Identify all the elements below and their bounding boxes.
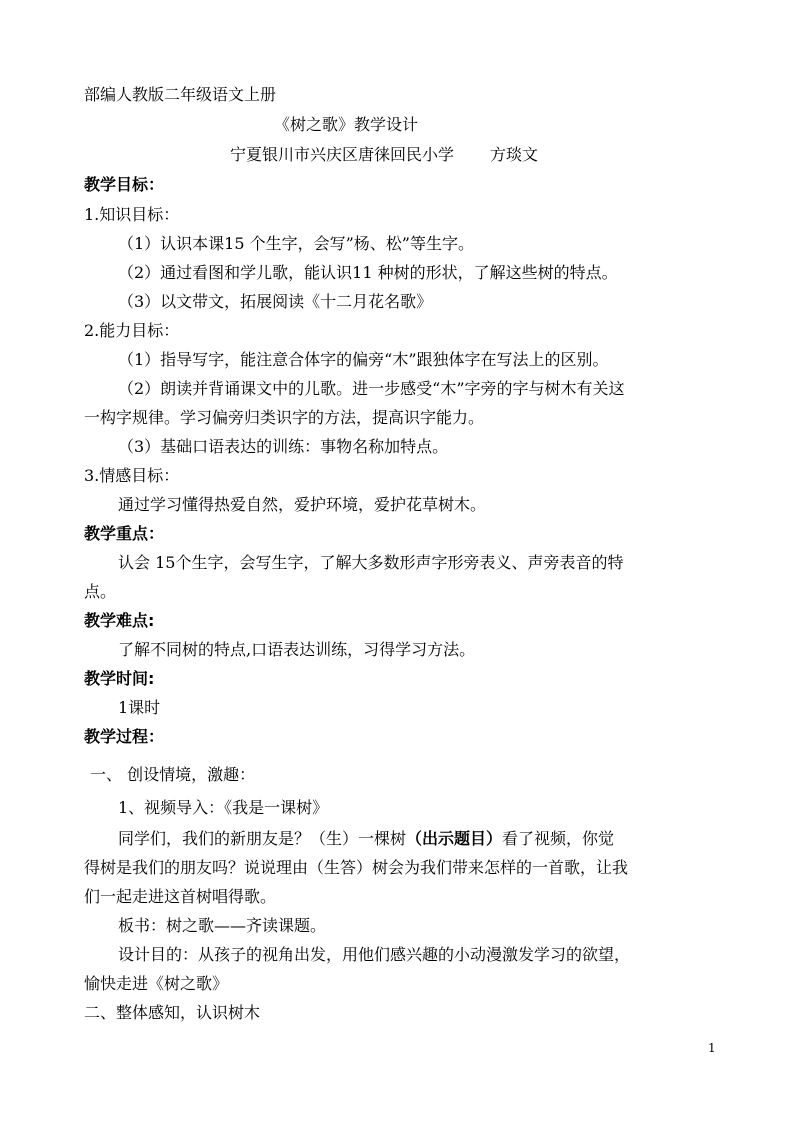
- objectives-heading: 教学目标：: [84, 175, 165, 194]
- section-2-heading: 二、整体感知，认识树木: [84, 1003, 261, 1022]
- ability-item-1: （1）指导写字，能注意合体字的偏旁“木”跟独体字在写法上的区别。: [118, 350, 609, 369]
- page-number: 1: [708, 1041, 716, 1055]
- knowledge-item-3: （3）以文带文，拓展阅读《十二月花名歌》: [118, 292, 433, 311]
- emotion-item: 通过学习懂得热爱自然，爱护环境，爱护花草树木。: [118, 495, 487, 514]
- document-title: 《树之歌》教学设计: [274, 115, 419, 134]
- school-author-line: [0, 140, 794, 170]
- design-purpose-line-2: 愉快走进《树之歌》: [84, 974, 229, 993]
- section-1-para-line-1: [0, 824, 794, 854]
- knowledge-item-1: （1）认识本课15 个生字，会写”杨、松”等生字。: [118, 234, 474, 253]
- show-title-label: （出示题目）: [406, 829, 503, 848]
- difficulties-heading: 教学难点:: [84, 611, 155, 630]
- difficulties-text: 了解不同树的特点,口语表达训练，习得学习方法。: [118, 640, 476, 659]
- ability-item-2-line-1: （2）朗读并背诵课文中的儿歌。进一步感受“木”字旁的字与树木有关这: [118, 379, 625, 398]
- author-name: 方琰文: [490, 145, 539, 164]
- time-text: 1课时: [118, 698, 161, 717]
- ability-heading: 2.能力目标：: [84, 321, 180, 340]
- emotion-heading: 3.情感目标：: [84, 466, 180, 485]
- knowledge-item-2: （2）通过看图和学儿歌，能认识11 种树的形状，了解这些树的特点。: [118, 263, 618, 282]
- section-1-para-line-2: 得树是我们的朋友吗？说说理由（生答）树会为我们带来怎样的一首歌，让我: [84, 858, 629, 877]
- knowledge-heading: 1.知识目标：: [84, 205, 180, 224]
- process-heading: 教学过程：: [84, 727, 165, 746]
- board-writing: 板书：树之歌——齐读课题。: [118, 916, 327, 935]
- textbook-line: 部编人教版二年级语文上册: [84, 85, 277, 104]
- key-points-heading: 教学重点：: [84, 524, 165, 543]
- section-1-heading: 一、 创设情境，激趣：: [90, 765, 256, 784]
- time-heading: 教学时间:: [84, 669, 155, 688]
- design-purpose-line-1: 设计目的：从孩子的视角出发，用他们感兴趣的小动漫激发学习的欲望，: [118, 945, 631, 964]
- key-points-line-2: 点。: [84, 582, 117, 601]
- para-text-a: 同学们，我们的新朋友是？（生）一棵树: [118, 829, 407, 848]
- section-1-step: 1、视频导入：《我是一课树》: [118, 798, 329, 817]
- ability-item-3: （3）基础口语表达的训练：事物名称加特点。: [118, 437, 449, 456]
- school-name: 宁夏银川市兴庆区唐徕回民小学: [230, 145, 455, 164]
- ability-item-2-line-2: 一构字规律。学习偏旁归类识字的方法，提高识字能力。: [84, 408, 485, 427]
- para-text-b: 看了视频，你觉: [502, 829, 615, 848]
- section-1-para-line-3: 们一起走进这首树唱得歌。: [84, 887, 277, 906]
- key-points-line-1: 认会 15个生字，会写生字，了解大多数形声字形旁表义、声旁表音的特: [118, 553, 624, 572]
